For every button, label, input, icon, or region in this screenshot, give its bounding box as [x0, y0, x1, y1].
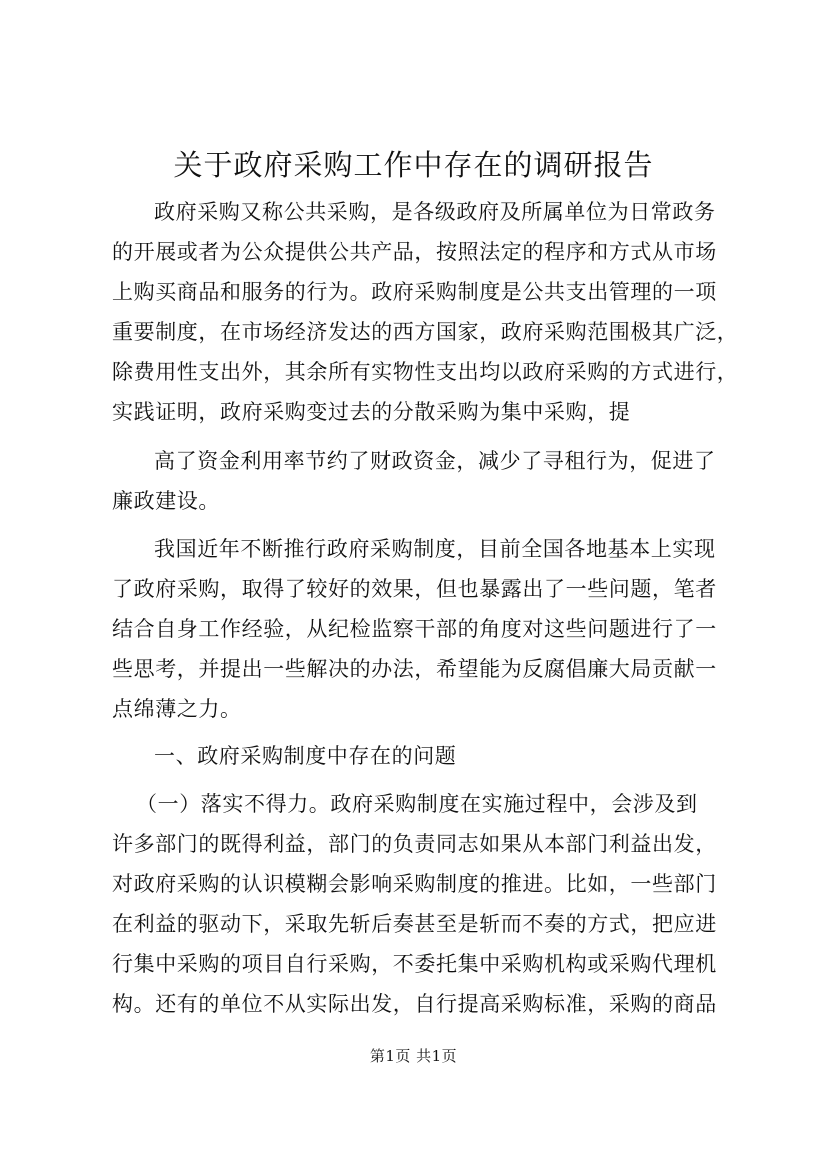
- paragraph-line: 点绵薄之力。: [112, 697, 242, 721]
- paragraph-line: 了政府采购，取得了较好的效果，但也暴露出了一些问题，笔者: [112, 577, 717, 601]
- paragraph-line: 构。还有的单位不从实际出发，自行提高采购标准，采购的商品: [112, 992, 717, 1016]
- paragraph-line: （一）落实不得力。政府采购制度在实施过程中，会涉及到: [136, 792, 698, 816]
- paragraph-line: 重要制度，在市场经济发达的西方国家，政府采购范围极其广泛，: [112, 320, 739, 344]
- paragraph-line: 我国近年不断推行政府采购制度，目前全国各地基本上实现: [154, 537, 716, 561]
- document-title: 关于政府采购工作中存在的调研报告: [173, 148, 654, 182]
- paragraph-line: 的开展或者为公众提供公共产品，按照法定的程序和方式从市场: [112, 240, 717, 264]
- section-heading: 一、政府采购制度中存在的问题: [154, 744, 457, 768]
- paragraph-line: 实践证明，政府采购变过去的分散采购为集中采购，提: [112, 400, 631, 424]
- paragraph-line: 廉政建设。: [112, 489, 220, 513]
- paragraph-line: 结合自身工作经验，从纪检监察干部的角度对这些问题进行了一: [112, 617, 717, 641]
- paragraph-line: 政府采购又称公共采购，是各级政府及所属单位为日常政务: [154, 200, 716, 224]
- paragraph-line: 对政府采购的认识模糊会影响采购制度的推进。比如，一些部门: [112, 872, 717, 896]
- paragraph-line: 上购买商品和服务的行为。政府采购制度是公共支出管理的一项: [112, 280, 717, 304]
- paragraph-line: 许多部门的既得利益，部门的负责同志如果从本部门利益出发，: [112, 832, 717, 856]
- paragraph-line: 高了资金利用率节约了财政资金，减少了寻租行为，促进了: [154, 449, 716, 473]
- paragraph-line: 行集中采购的项目自行采购，不委托集中采购机构或采购代理机: [112, 952, 717, 976]
- page-footer: 第1页 共1页: [369, 1047, 458, 1065]
- paragraph-line: 除费用性支出外，其余所有实物性支出均以政府采购的方式进行，: [112, 360, 739, 384]
- paragraph-line: 在利益的驱动下，采取先斩后奏甚至是斩而不奏的方式，把应进: [112, 912, 717, 936]
- paragraph-line: 些思考，并提出一些解决的办法，希望能为反腐倡廉大局贡献一: [112, 657, 717, 681]
